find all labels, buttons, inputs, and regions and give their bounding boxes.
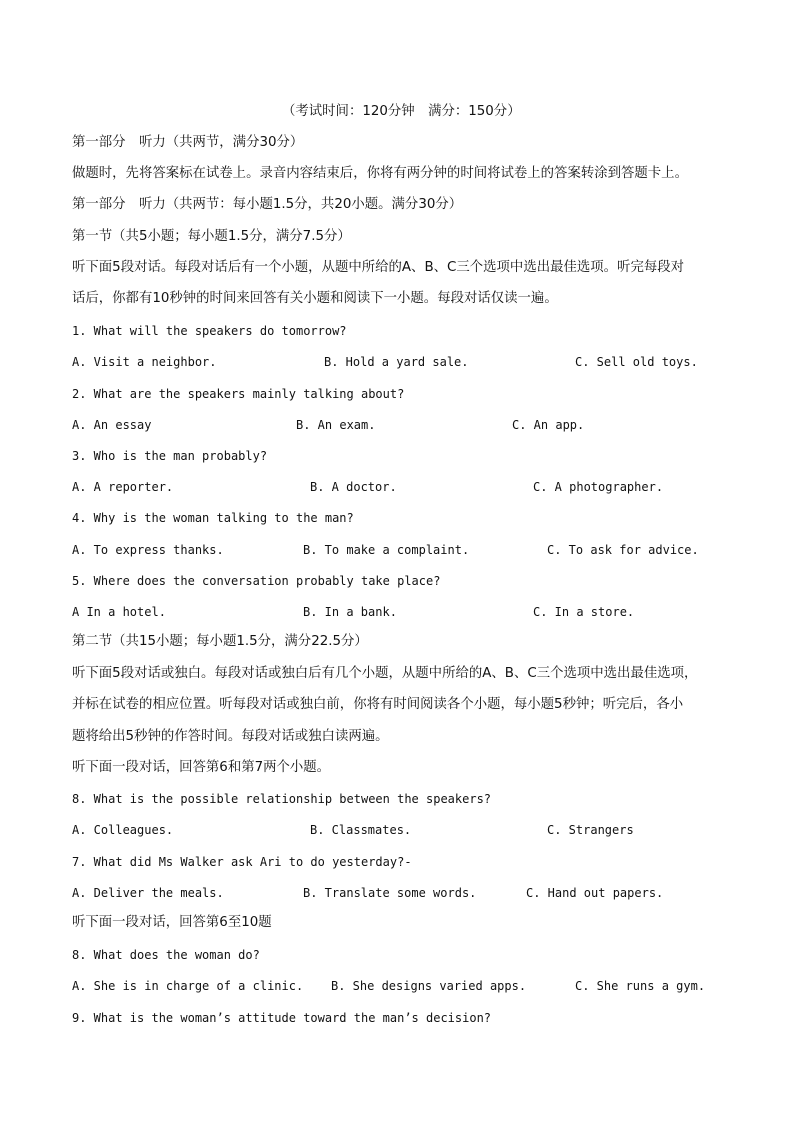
option-a: A. She is in charge of a clinic.	[72, 979, 304, 993]
question-text: 2. What are the speakers mainly talking about?	[72, 387, 405, 401]
part1-instruction-line: 话后，你都有10秒钟的时间来回答有关小题和阅读下一小题。每段对话仅读一遍。	[72, 291, 558, 306]
option-a: A. Deliver the meals.	[72, 886, 224, 900]
part2-instruction-line: 题将给出5秒钟的作答时间。每段对话或独白读两遍。	[72, 729, 389, 744]
question-text: 7. What did Ms Walker ask Ari to do yesterday?-	[72, 855, 412, 869]
option-a: A. Colleagues.	[72, 823, 174, 837]
option-a: A. A reporter.	[72, 480, 174, 494]
option-b: B. She designs varied apps.	[331, 979, 527, 993]
option-b: B. A doctor.	[310, 480, 397, 494]
option-b: B. To make a complaint.	[303, 543, 470, 557]
exam-header: （考试时间：120分钟 满分：150分）	[282, 104, 521, 119]
answer-transfer-instruction: 做题时，先将答案标在试卷上。录音内容结束后，你将有两分钟的时间将试卷上的答案转涂到答题卡上。	[72, 166, 688, 181]
part1-instruction-line: 听下面5段对话。每段对话后有一个小题，从题中所给的A、B、C三个选项中选出最佳选项。听完每段对	[72, 260, 685, 275]
option-c: C. A photographer.	[533, 480, 664, 494]
section-heading-scoring: 第一部分 听力（共两节：每小题1.5分，共20小题。满分30分）	[72, 197, 463, 212]
part2-heading: 第二节（共15小题；每小题1.5分，满分22.5分）	[72, 634, 368, 649]
option-c: C. Sell old toys.	[575, 355, 698, 369]
question-text: 1. What will the speakers do tomorrow?	[72, 324, 347, 338]
option-c: C. To ask for advice.	[547, 543, 699, 557]
option-c: C. Hand out papers.	[526, 886, 664, 900]
question-text: 9. What is the woman’s attitude toward the man’s decision?	[72, 1011, 492, 1025]
option-b: B. In a bank.	[303, 605, 397, 619]
option-a: A. To express thanks.	[72, 543, 224, 557]
dialogue-intro: 听下面一段对话，回答第6至10题	[72, 915, 272, 930]
question-text: 3. Who is the man probably?	[72, 449, 268, 463]
option-b: B. Hold a yard sale.	[324, 355, 469, 369]
option-c: C. In a store.	[533, 605, 635, 619]
part2-instruction-line: 听下面5段对话或独白。每段对话或独白后有几个小题，从题中所给的A、B、C三个选项中选出最佳选项，	[72, 666, 698, 681]
part1-heading: 第一节（共5小题；每小题1.5分，满分7.5分）	[72, 229, 351, 244]
question-text: 8. What does the woman do?	[72, 948, 260, 962]
option-c: C. An app.	[512, 418, 585, 432]
question-text: 4. Why is the woman talking to the man?	[72, 511, 354, 525]
option-b: B. Translate some words.	[303, 886, 477, 900]
option-b: B. Classmates.	[310, 823, 412, 837]
option-c: C. Strangers	[547, 823, 634, 837]
section-heading-listening: 第一部分 听力（共两节，满分30分）	[72, 135, 304, 150]
option-b: B. An exam.	[296, 418, 376, 432]
option-a: A. Visit a neighbor.	[72, 355, 217, 369]
part2-instruction-line: 并标在试卷的相应位置。听每段对话或独白前，你将有时间阅读各个小题，每小题5秒钟；听完后，各小	[72, 697, 684, 712]
option-c: C. She runs a gym.	[575, 979, 706, 993]
option-a: A. An essay	[72, 418, 152, 432]
option-a: A In a hotel.	[72, 605, 166, 619]
question-text: 8. What is the possible relationship between the speakers?	[72, 792, 492, 806]
question-text: 5. Where does the conversation probably take place?	[72, 574, 441, 588]
dialogue-intro: 听下面一段对话，回答第6和第7两个小题。	[72, 760, 331, 775]
